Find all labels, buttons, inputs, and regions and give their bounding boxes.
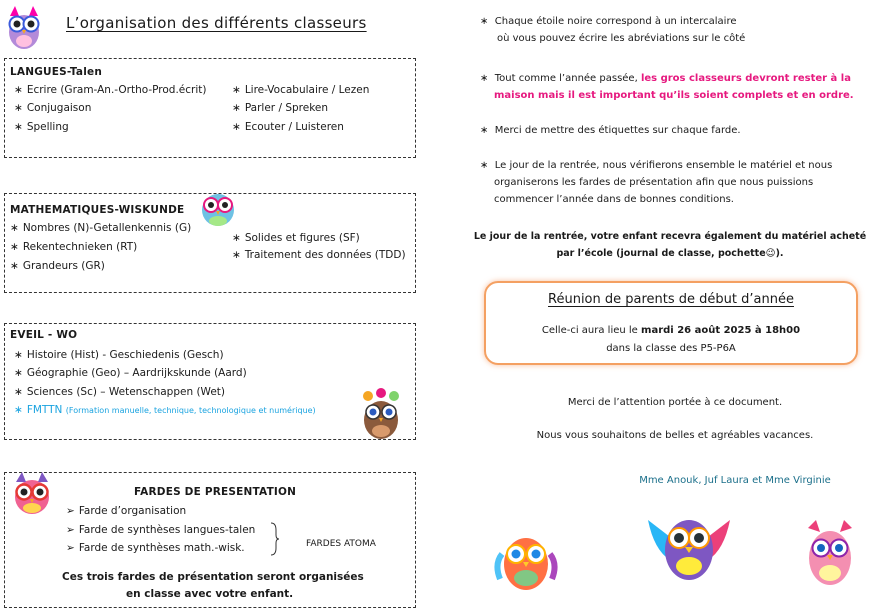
- math-item: ∗ Solides et figures (SF): [232, 232, 360, 244]
- fardes-item: ➢ Farde de synthèses math.-wisk.: [66, 542, 245, 554]
- fardes-note-line1: Ces trois fardes de présentation seront organisées: [62, 571, 364, 583]
- page-title: L’organisation des différents classeurs: [66, 14, 367, 32]
- paragraph-classeurs: ∗ Tout comme l’année passée, les gros classeurs devront rester à la maison mais il est important qu’ils soient complets et en ordre.: [480, 73, 854, 101]
- paragraph-rentree: ∗ Le jour de la rentrée, nous vérifierons ensemble le matériel et nous organiserons les fardes de présentation afin que nous puissions commencer l’année dans de bonnes conditions.: [480, 160, 833, 205]
- langues-item: ∗ Ecrire (Gram-An.-Ortho-Prod.écrit): [14, 84, 207, 96]
- eveil-item-fmttn: ∗ FMTTN (Formation manuelle, technique, technologique et numérique): [14, 404, 316, 416]
- owl-illustration-right: [800, 518, 860, 590]
- owl-illustration-fardes: [10, 470, 54, 516]
- signature: Mme Anouk, Juf Laura et Mme Virginie: [639, 475, 831, 486]
- eveil-heading: EVEIL - WO: [10, 329, 78, 341]
- merci-text: Merci de l’attention portée à ce document.: [567, 397, 783, 408]
- owl-illustration-left: [494, 524, 558, 594]
- fardes-item: ➢ Farde d’organisation: [66, 505, 187, 517]
- langues-item: ∗ Parler / Spreken: [232, 102, 329, 114]
- math-item: ∗ Traitement des données (TDD): [232, 249, 406, 261]
- owl-illustration-math: [198, 186, 238, 228]
- reunion-line2: dans la classe des P5-P6A: [606, 343, 736, 354]
- langues-item: ∗ Spelling: [14, 121, 69, 133]
- eveil-item: ∗ Sciences (Sc) – Wetenschappen (Wet): [14, 386, 225, 398]
- owl-illustration-center: [644, 500, 734, 586]
- math-heading: MATHEMATIQUES-WISKUNDE: [10, 204, 185, 216]
- langues-item: ∗ Conjugaison: [14, 102, 92, 114]
- vacances-text: Nous vous souhaitons de belles et agréables vacances.: [536, 430, 814, 441]
- fardes-atoma: FARDES ATOMA: [306, 539, 376, 549]
- langues-heading: LANGUES-Talen: [10, 66, 102, 78]
- langues-item: ∗ Ecouter / Luisteren: [232, 121, 344, 133]
- fardes-heading: FARDES DE PRESENTATION: [134, 486, 297, 498]
- math-item: ∗ Nombres (N)-Getallenkennis (G): [10, 222, 192, 234]
- math-item: ∗ Rekentechnieken (RT): [10, 241, 138, 253]
- reunion-line1: Celle-ci aura lieu le mardi 26 août 2025 à 18h00: [541, 325, 801, 336]
- owl-illustration-eveil: [358, 388, 404, 440]
- math-item: ∗ Grandeurs (GR): [10, 260, 105, 272]
- langues-item: ∗ Lire-Vocabulaire / Lezen: [232, 84, 370, 96]
- paragraph-etoile: ∗ Chaque étoile noire correspond à un intercalaire où vous pouvez écrire les abréviations sur le côté: [480, 16, 746, 44]
- fardes-item: ➢ Farde de synthèses langues-talen: [66, 524, 256, 536]
- paragraph-materiel: Le jour de la rentrée, votre enfant recevra également du matériel acheté par l’école (journal de classe, pochette😉).: [473, 231, 867, 259]
- fardes-note-line2: en classe avec votre enfant.: [126, 588, 294, 600]
- brace: [270, 522, 280, 556]
- paragraph-etiquettes: ∗ Merci de mettre des étiquettes sur chaque farde.: [480, 125, 741, 136]
- owl-illustration-title: [4, 4, 44, 50]
- eveil-item: ∗ Géographie (Geo) – Aardrijkskunde (Aard): [14, 367, 247, 379]
- eveil-item: ∗ Histoire (Hist) - Geschiedenis (Gesch): [14, 349, 224, 361]
- reunion-title: Réunion de parents de début d’année: [548, 292, 794, 307]
